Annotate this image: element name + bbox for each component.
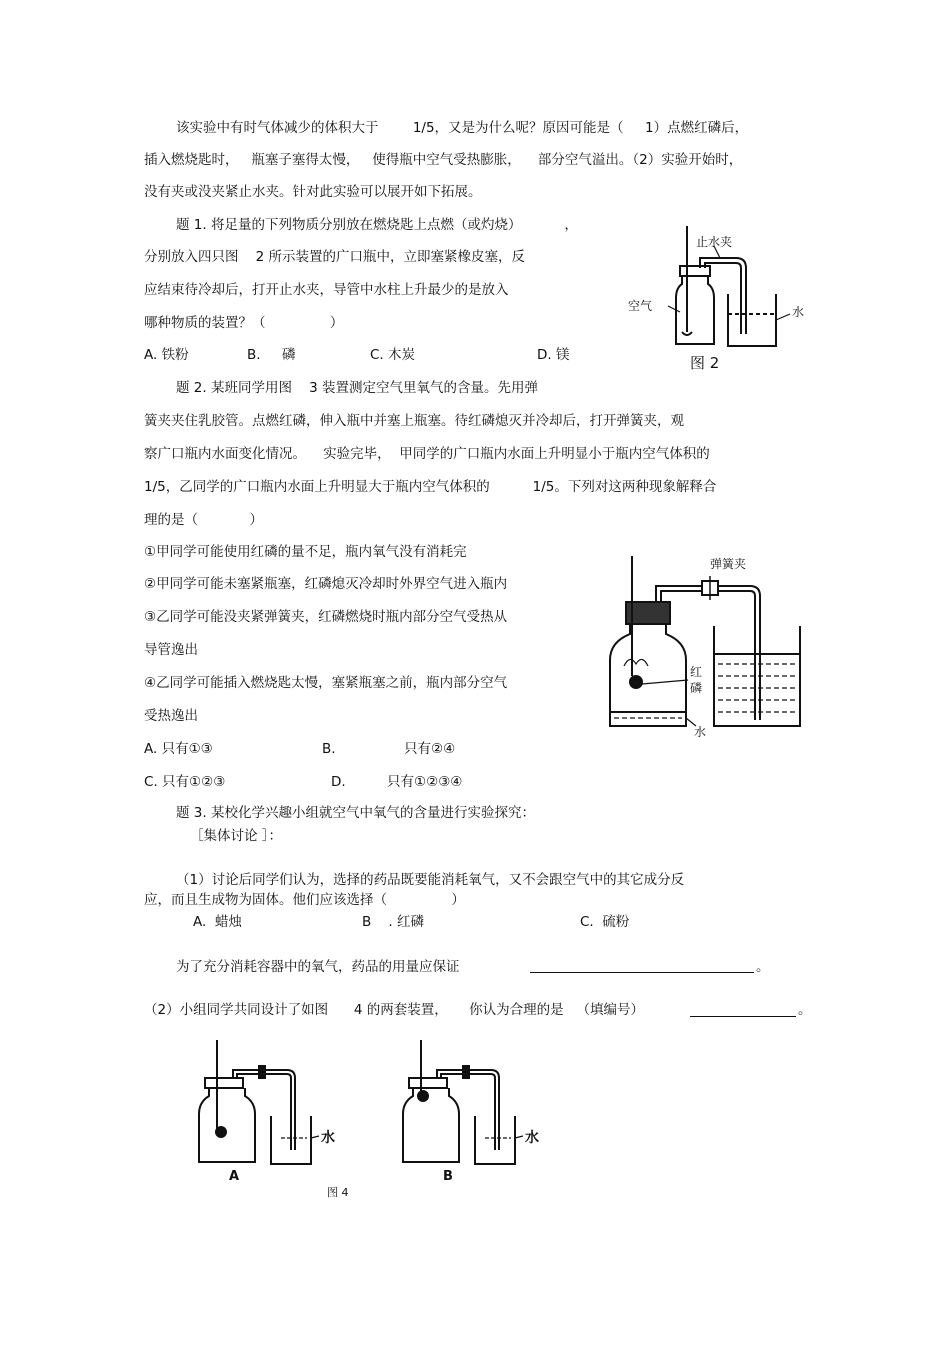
- figure-4-caption: 图 4: [327, 1186, 349, 1199]
- q1-option-b: B. 磷: [247, 347, 296, 363]
- figure-2-clamp-label: 止水夹: [696, 235, 733, 249]
- q3-option-c: C. 硫粉: [580, 914, 630, 930]
- q2-option-a: A. 只有①③: [144, 741, 213, 757]
- q2-option-d-text: 只有①②③④: [387, 774, 463, 790]
- q2-line-2: 簧夹夹住乳胶管。点燃红磷，伸入瓶中并塞上瓶塞。待红磷熄灭并冷却后，打开弹簧夹，观: [144, 413, 684, 429]
- q1-option-d: D. 镁: [537, 347, 570, 363]
- q2-option-c: C. 只有①②③: [144, 774, 226, 790]
- intro-line-1: 该实验中有时气体减少的体积大于 1/5，又是为什么呢？原因可能是（ 1）点燃红磷后，: [176, 120, 749, 136]
- q2-statement-4b: 受热逸出: [144, 708, 198, 724]
- q2-statement-3a: ③乙同学可能没夹紧弹簧夹，红磷燃烧时瓶内部分空气受热从: [144, 609, 508, 625]
- q2-option-d: D.: [331, 774, 346, 790]
- q3-option-a: A. 蜡烛: [193, 914, 242, 930]
- figure-4-water-label-b: 水: [525, 1130, 539, 1146]
- q3-discussion-heading: ［集体讨论 ］：: [190, 828, 283, 844]
- q2-statement-1: ①甲同学可能使用红磷的量不足，瓶内氧气没有消耗完: [144, 544, 467, 560]
- figure-4-label-a: A: [229, 1169, 240, 1184]
- q1-line-1: 题 1. 将足量的下列物质分别放在燃烧匙上点燃（或灼烧） ，: [176, 217, 578, 233]
- q1-line-3: 应结束待冷却后，打开止水夹，导管中水柱上升最少的是放入: [144, 282, 509, 298]
- q3-option-b: B . 红磷: [362, 914, 425, 930]
- q3-part1-line-a: （1）讨论后同学们认为，选择的药品既要能消耗氧气，又不会跟空气中的其它成分反: [176, 872, 685, 888]
- q3-part2-end: 。: [798, 1002, 812, 1018]
- q2-statement-2: ②甲同学可能未塞紧瓶塞，红磷熄灭冷却时外界空气进入瓶内: [144, 576, 508, 592]
- figure-4-label-b: B: [443, 1169, 453, 1184]
- q2-option-b: B.: [322, 741, 336, 757]
- q2-statement-3b: 导管逸出: [144, 642, 198, 658]
- intro-line-3: 没有夹或没夹紧止水夹。针对此实验可以展开如下拓展。: [144, 184, 482, 200]
- q2-line-5: 理的是（ ）: [144, 512, 263, 528]
- q2-option-b-text: 只有②④: [404, 741, 456, 757]
- figure-4-water-label-a: 水: [321, 1130, 335, 1146]
- q2-statement-4a: ④乙同学可能插入燃烧匙太慢，塞紧瓶塞之前，瓶内部分空气: [144, 675, 508, 691]
- figure-2-apparatus: [610, 222, 810, 377]
- intro-line-2: 插入燃烧匙时， 瓶塞子塞得太慢， 使得瓶中空气受热膨胀， 部分空气溢出。（2）实验开始时，: [144, 152, 743, 168]
- figure-3-apparatus: [600, 550, 810, 740]
- q3-fill-prompt: 为了充分消耗容器中的氧气，药品的用量应保证: [176, 959, 460, 975]
- q1-option-c: C. 木炭: [370, 347, 416, 363]
- figure-3-phosphorus-label-1: 红: [690, 665, 703, 679]
- q2-line-4: 1/5，乙同学的广口瓶内水面上升明显大于瓶内空气体积的 1/5。下列对这两种现象解释合: [144, 479, 717, 495]
- q2-line-3: 察广口瓶内水面变化情况。 实验完毕， 甲同学的广口瓶内水面上升明显小于瓶内空气体积的: [144, 446, 710, 462]
- q1-line-2: 分别放入四只图 2 所示装置的广口瓶中，立即塞紧橡皮塞，反: [144, 249, 526, 265]
- q1-line-4: 哪种物质的装置？（ ）: [144, 315, 344, 331]
- figure-3-phosphorus-label-2: 磷: [690, 681, 703, 695]
- figure-2-water-label: 水: [792, 305, 805, 319]
- figure-3-clamp-label: 弹簧夹: [710, 557, 747, 571]
- figure-3-water-label: 水: [694, 725, 707, 739]
- figure-4-apparatus: [195, 1038, 555, 1203]
- q3-part2-line: （2）小组同学共同设计了如图 4 的两套装置， 你认为合理的是 （填编号）: [144, 1002, 645, 1018]
- q3-fill-end: 。: [756, 959, 770, 975]
- q3-fill-blank-2[interactable]: [690, 1016, 796, 1017]
- figure-2-caption: 图 2: [690, 354, 720, 372]
- q3-fill-blank-1[interactable]: [530, 972, 754, 973]
- figure-2-air-label: 空气: [628, 299, 653, 313]
- q3-part1-line-b: 应，而且生成物为固体。他们应该选择（ ）: [144, 892, 465, 908]
- q3-line-1: 题 3. 某校化学兴趣小组就空气中氧气的含量进行实验探究：: [176, 805, 535, 821]
- q2-line-1: 题 2. 某班同学用图 3 装置测定空气里氧气的含量。先用弹: [176, 380, 539, 396]
- q1-option-a: A. 铁粉: [144, 347, 189, 363]
